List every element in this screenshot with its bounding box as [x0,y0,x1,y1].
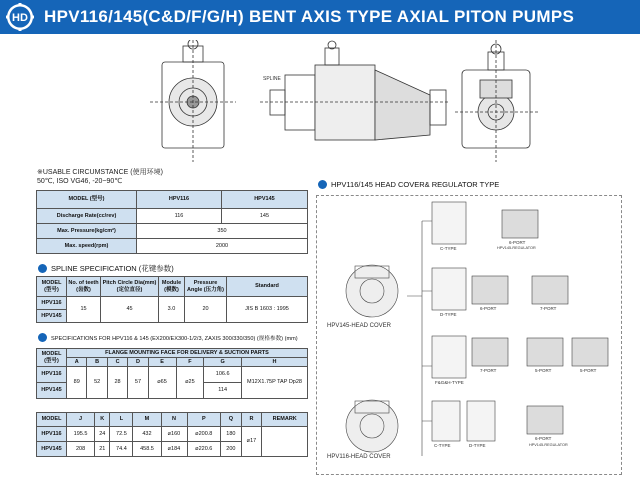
spline-angle-value: 20 [185,297,227,323]
spline-model-hpv145: HPV145 [37,310,67,323]
company-logo-icon [6,3,34,31]
flange-h-value: M12X1.75P TAP Dp28 [242,367,308,399]
hpv116-head-cover-label: HPV116-HEAD COVER [327,454,391,460]
spline-model-header: MODEL (型号) [37,277,67,297]
port-5-label: 5-PORT [580,368,597,373]
flange-col-b: B [87,358,107,367]
dim-row-model: HPV116 [37,427,67,442]
dim-cell: 72.5 [110,427,133,442]
flange-col-d: D [128,358,148,367]
spline-pitch-value: 45 [101,297,159,323]
dim-col-p: P [187,413,221,427]
flange-col-g: G [204,358,242,367]
dim-cell: 21 [95,442,110,457]
dim-cell: 458.5 [133,442,161,457]
section-bullet-icon [318,180,327,189]
section-bullet-icon [38,333,47,342]
spec-speed-value: 2000 [137,239,308,254]
regulator-caption: HPV145-REGULATOR [529,443,568,447]
spline-standard-value: JIS B 1603 : 1995 [227,297,308,323]
spline-title-text: SPLINE SPECIFICATION (花键参数) [51,264,174,273]
spline-teeth-value: 15 [67,297,101,323]
flange-col-c: C [107,358,127,367]
spec-table [36,190,308,254]
dim-col-j: J [67,413,95,427]
spline-pitch-header: Pitch Circle Dia(mm) (定位直径) [101,277,159,297]
spec-model-header: MODEL (型号) [37,191,137,209]
fgh-type-label: F&G&H-TYPE [435,380,464,385]
dim-col-remark: REMARK [262,413,308,427]
flange-group-header: FLANGE MOUNTING FACE FOR DELIVERY & SUCTION PARTS [67,349,308,358]
dim-col-l: L [110,413,133,427]
regulator-diagram [317,196,623,476]
regulator-diagram-panel [316,195,622,475]
port-7-label: 7-PORT [540,306,557,311]
title-bar [0,0,640,34]
spec-discharge-116: 116 [137,209,222,224]
dim-cell: 208 [67,442,95,457]
spline-model-hpv116: HPV116 [37,297,67,310]
dim-cell: 200 [221,442,241,457]
dim-cell: ⌀200.8 [187,427,221,442]
flange-g-value-145: 114 [204,383,242,399]
flange-model-hpv116: HPV116 [37,367,67,383]
usable-line-2: 50℃, ISO VG46, -20~90℃ [37,178,123,185]
d-type-label: D-TYPE [440,312,457,317]
spline-standard-header: Standard [227,277,308,297]
regulator-section-title [318,180,499,189]
dim-cell: ⌀220.6 [187,442,221,457]
usable-line-1: ※USABLE CIRCUMSTANCE (使用环境) [37,169,163,176]
dim-cell: 24 [95,427,110,442]
dim-col-k: K [95,413,110,427]
spec-header-hpv116: HPV116 [137,191,222,209]
regulator-caption: HPV145-REGULATOR [497,246,536,250]
flange-col-f: F [176,358,204,367]
dim-cell: 74.4 [110,442,133,457]
port-6-label: 6-PORT [480,306,497,311]
spec-pressure-label: Max. Pressure(kg/cm²) [37,224,137,239]
spec-pressure-value: 350 [137,224,308,239]
d-type-label-2: D-TYPE [469,443,486,448]
dim-col-m: M [133,413,161,427]
dimension-table [36,412,308,457]
spline-module-value: 3.0 [159,297,185,323]
flange-g-value-116: 106.6 [204,367,242,383]
port-5-label: 5-PORT [535,368,552,373]
hpv145-head-cover-label: HPV145-HEAD COVER [327,323,392,329]
spline-section-title [38,263,174,274]
spec-discharge-label: Discharge Rate(cc/rev) [37,209,137,224]
dim-cell: ⌀184 [161,442,187,457]
dim-col-n: N [161,413,187,427]
dim-row-model: HPV145 [37,442,67,457]
dim-cell: ⌀160 [161,427,187,442]
flange-col-a: A [67,358,87,367]
spec-discharge-145: 145 [221,209,307,224]
flange-table [36,348,308,399]
c-type-label: C-TYPE [440,246,457,251]
dim-col-r: R [241,413,262,427]
page-title: HPV116/145(C&D/F/G/H) BENT AXIS TYPE AXIAL PITON PUMPS [44,7,575,26]
spec-speed-label: Max. speed(rpm) [37,239,137,254]
flange-col-e: E [148,358,176,367]
section-bullet-icon [38,264,47,273]
dim-cell: 432 [133,427,161,442]
flange-c-value: 28 [107,367,127,399]
pump-drawings [150,40,540,165]
flange-title-text: SPECIFICATIONS FOR HPV116 & 145 (EX200/EX300-1/2/3, ZAXIS 300/330/350) (规格参数) (mm) [51,335,298,342]
dim-model-header: MODEL [37,413,67,427]
flange-a-value: 89 [67,367,87,399]
c-type-label-2: C-TYPE [434,443,451,448]
spec-header-hpv145: HPV145 [221,191,307,209]
flange-model-hpv145: HPV145 [37,383,67,399]
regulator-title-text: HPV116/145 HEAD COVER& REGULATOR TYPE [331,180,500,189]
dim-col-q: Q [221,413,241,427]
flange-f-value: ⌀25 [176,367,204,399]
dim-cell: 180 [221,427,241,442]
flange-col-h: H [242,358,308,367]
flange-section-title [38,333,298,342]
dim-r-value: ⌀17 [241,427,262,457]
dim-remark-cell [262,427,308,457]
spline-module-header: Module (模数) [159,277,185,297]
flange-d-value: 57 [128,367,148,399]
port-6-label: 6-PORT [509,240,526,245]
port-6-label: 6-PORT [535,436,552,441]
spline-teeth-header: No. of teeth (齿数) [67,277,101,297]
spline-table [36,276,308,323]
usable-circumstance-note [37,168,163,186]
flange-e-value: ⌀65 [148,367,176,399]
logo-letters: HD [12,12,28,24]
port-7-label: 7-PORT [480,368,497,373]
flange-model-header: MODEL (型号) [37,349,67,367]
dim-cell: 195.5 [67,427,95,442]
spline-angle-header: Pressure Angle (压力角) [185,277,227,297]
flange-b-value: 52 [87,367,107,399]
spline-label: SPLINE [263,76,281,82]
